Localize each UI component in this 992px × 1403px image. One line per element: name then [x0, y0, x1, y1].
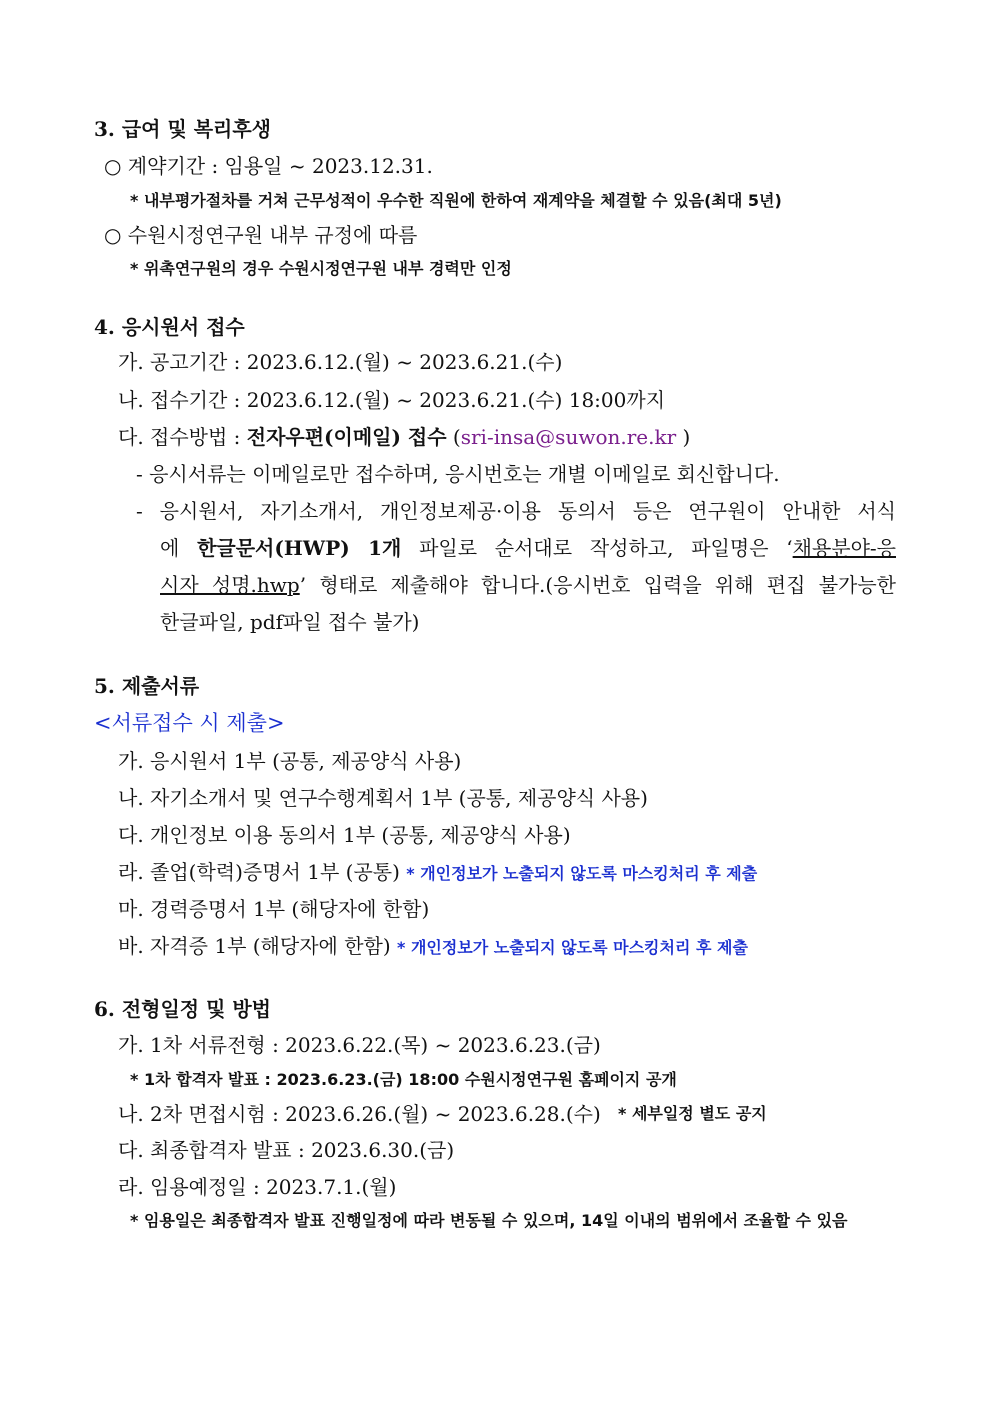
s4-filename-part1: 채용분야-응	[792, 536, 896, 560]
section-3-title: 3. 급여 및 복리후생	[94, 117, 272, 141]
s5-license-label: 바. 자격증 1부 (해당자에 한함)	[118, 934, 397, 958]
s6-first-result-note: * 1차 합격자 발표 : 2023.6.23.(금) 18:00 수원시정연구원 홈페이지 공개	[130, 1070, 677, 1089]
s4-method-open: (	[446, 425, 461, 449]
s4-line2-a: 에	[160, 536, 198, 560]
s6-appointment-note: * 임용일은 최종합격자 발표 진행일정에 따라 변동될 수 있으며, 14일 이내의 범위에서 조율할 수 있음	[130, 1211, 848, 1230]
s3-internal-rule: ○ 수원시정연구원 내부 규정에 따름	[104, 223, 418, 247]
s4-line3-b: ’ 형태로 제출해야 합니다.(응시번호 입력을 위해 편집 불가능한	[299, 573, 896, 597]
s6-interview	[118, 1101, 601, 1127]
s5-subtitle: <서류접수 시 제출>	[94, 711, 285, 735]
s5-career-cert: 마. 경력증명서 1부 (해당자에 한함)	[118, 897, 430, 921]
s5-license-note: * 개인정보가 노출되지 않도록 마스킹처리 후 제출	[397, 938, 748, 957]
s3-contract-note: * 내부평가절차를 거쳐 근무성적이 우수한 직원에 한하여 재계약을 체결할 수 있음(최대 5년)	[130, 191, 782, 210]
s6-interview-note: * 세부일정 별도 공지	[618, 1104, 767, 1123]
s4-method-prefix: 다. 접수방법 :	[118, 425, 247, 449]
s4-method-email-label: 전자우편(이메일) 접수	[246, 425, 447, 449]
s4-hwp-file: 한글문서(HWP) 1개	[197, 536, 402, 560]
section-4-title: 4. 응시원서 접수	[94, 315, 245, 339]
s4-receipt-period: 나. 접수기간 : 2023.6.12.(월) ~ 2023.6.21.(수) 18:00까지	[118, 388, 666, 412]
s5-graduation-cert	[118, 859, 757, 885]
s6-document-screening: 가. 1차 서류전형 : 2023.6.22.(목) ~ 2023.6.23.(금)	[118, 1033, 601, 1057]
section-6-title: 6. 전형일정 및 방법	[94, 997, 272, 1021]
s5-graduation-label: 라. 졸업(학력)증명서 1부 (공통)	[118, 860, 407, 884]
s6-appointment-date: 라. 임용예정일 : 2023.7.1.(월)	[118, 1175, 397, 1199]
s5-self-intro: 나. 자기소개서 및 연구수행계획서 1부 (공통, 제공양식 사용)	[118, 786, 648, 810]
s4-method-close: )	[676, 425, 691, 449]
section-5-title: 5. 제출서류	[94, 674, 200, 698]
s5-privacy-consent: 다. 개인정보 이용 동의서 1부 (공통, 제공양식 사용)	[118, 823, 571, 847]
s4-bullet-email-only: - 응시서류는 이메일로만 접수하며, 응시번호는 개별 이메일로 회신합니다.	[136, 462, 780, 486]
s4-bullet-forms-line3	[160, 572, 896, 598]
s6-interview-label: 나. 2차 면접시험 : 2023.6.26.(월) ~ 2023.6.28.(수)	[118, 1102, 601, 1126]
s3-career-note: * 위촉연구원의 경우 수원시정연구원 내부 경력만 인정	[130, 259, 512, 278]
s4-notice-period: 가. 공고기간 : 2023.6.12.(월) ~ 2023.6.21.(수)	[118, 350, 563, 374]
s5-application-form: 가. 응시원서 1부 (공통, 제공양식 사용)	[118, 749, 462, 773]
s4-bullet-forms-line4: 한글파일, pdf파일 접수 불가)	[160, 610, 420, 634]
s4-bullet-forms-line2	[160, 535, 896, 561]
s4-filename-part2: 시자 성명.hwp	[160, 573, 300, 597]
s4-bullet-forms-line1: - 응시원서, 자기소개서, 개인정보제공·이용 동의서 등은 연구원이 안내한 서식	[136, 499, 896, 523]
s5-license	[118, 933, 748, 959]
s4-line2-c: 파일로 순서대로 작성하고, 파일명은 ‘	[401, 536, 793, 560]
s4-receipt-method	[118, 424, 690, 450]
s3-contract-period: ○ 계약기간 : 임용일 ~ 2023.12.31.	[104, 154, 433, 178]
s5-graduation-note: * 개인정보가 노출되지 않도록 마스킹처리 후 제출	[406, 864, 758, 883]
s4-email-address: sri-insa@suwon.re.kr	[460, 425, 677, 449]
s6-final-announcement: 다. 최종합격자 발표 : 2023.6.30.(금)	[118, 1138, 455, 1162]
